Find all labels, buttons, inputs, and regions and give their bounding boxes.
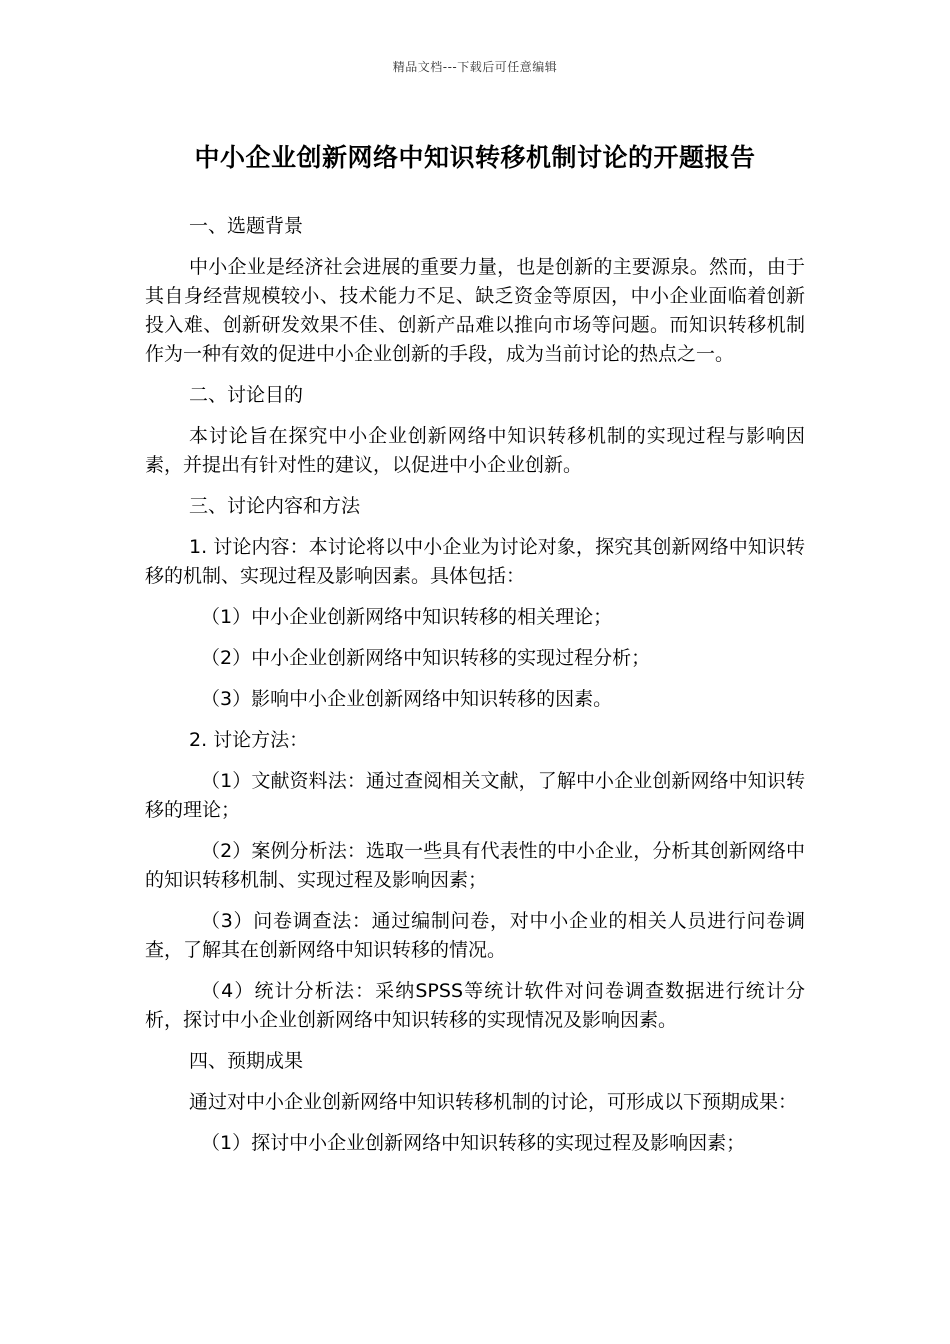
section-heading-content-methods: 三、讨论内容和方法 — [189, 495, 361, 517]
section-heading-purpose: 二、讨论目的 — [189, 384, 304, 406]
document-body — [145, 212, 805, 1170]
section-heading-background: 一、选题背景 — [189, 215, 304, 237]
background-paragraph: 中小企业是经济社会进展的重要力量，也是创新的主要源泉。然而，由于其自身经营规模较小、技术能力不足、缺乏资金等原因，中小企业面临着创新投入难、创新研发效果不佳、创新产品难以推向市场等问题。而知识转移机制作为一种有效的促进中小企业创新的手段，成为当前讨论的热点之一。 — [145, 256, 805, 365]
content-item-2: （2）中小企业创新网络中知识转移的实现过程分析； — [201, 647, 651, 669]
content-item-1: （1）中小企业创新网络中知识转移的相关理论； — [201, 606, 613, 628]
outcomes-paragraph: 通过对中小企业创新网络中知识转移机制的讨论，可形成以下预期成果： — [189, 1091, 798, 1113]
section-heading-outcomes: 四、预期成果 — [189, 1050, 304, 1072]
method-item-1: （1）文献资料法：通过查阅相关文献，了解中小企业创新网络中知识转移的理论； — [145, 770, 805, 821]
content-item-3: （3）影响中小企业创新网络中知识转移的因素。 — [201, 688, 613, 710]
methods-paragraph: 2. 讨论方法： — [189, 729, 309, 751]
purpose-paragraph: 本讨论旨在探究中小企业创新网络中知识转移机制的实现过程与影响因素，并提出有针对性的建议，以促进中小企业创新。 — [145, 425, 805, 476]
document-title: 中小企业创新网络中知识转移机制讨论的开题报告 — [194, 143, 756, 172]
header-note: 精品文档---下载后可任意编辑 — [392, 60, 558, 74]
method-item-3: （3）问卷调查法：通过编制问卷，对中小企业的相关人员进行问卷调查，了解其在创新网络中知识转移的情况。 — [145, 910, 805, 961]
method-item-2: （2）案例分析法：选取一些具有代表性的中小企业，分析其创新网络中的知识转移机制、实现过程及影响因素； — [145, 840, 805, 891]
outcome-item-1: （1）探讨中小企业创新网络中知识转移的实现过程及影响因素； — [201, 1132, 746, 1154]
content-paragraph: 1. 讨论内容：本讨论将以中小企业为讨论对象，探究其创新网络中知识转移的机制、实现过程及影响因素。具体包括： — [145, 536, 805, 587]
method-item-4: （4）统计分析法：采纳SPSS等统计软件对问卷调查数据进行统计分析，探讨中小企业创新网络中知识转移的实现情况及影响因素。 — [145, 980, 805, 1031]
